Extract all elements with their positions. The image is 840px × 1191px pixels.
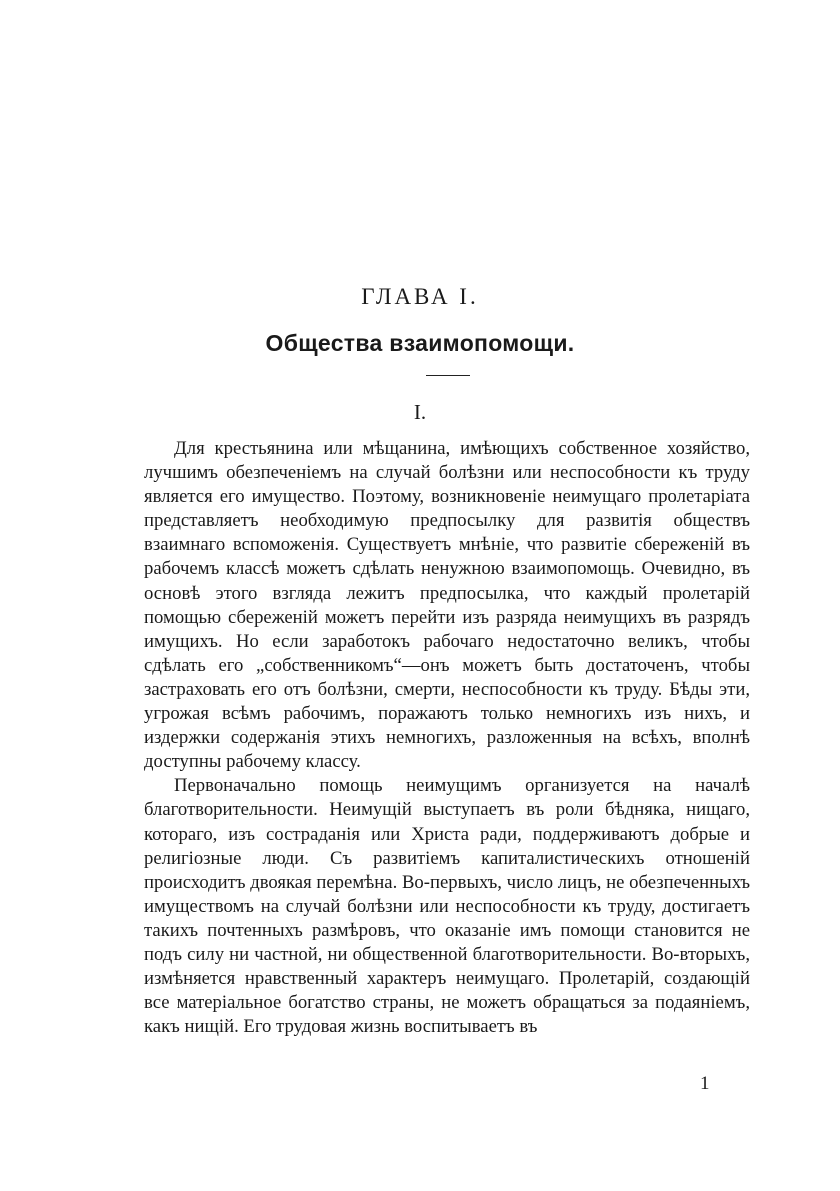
chapter-title: Общества взаимопомощи. (265, 330, 575, 356)
section-number: I. (413, 400, 427, 424)
title-divider (426, 375, 470, 376)
body-text (144, 437, 750, 1039)
chapter-label: ГЛАВА I. (361, 284, 479, 309)
paragraph: Первоначально помощь неимущимъ организуется на началѣ благотворительности. Неимущій выступаетъ въ роли бѣдняка, нищаго, котораго, изъ состраданія или Христа ради, поддерживаютъ добрые и религіозные люди. Съ развитіемъ капиталистическихъ отношеній происходитъ двоякая перемѣна. Во-первыхъ, число лицъ, не обезпеченныхъ имуществомъ на случай болѣзни или неспособности къ труду, достигаетъ такихъ почтенныхъ размѣровъ, что оказаніе имъ помощи становится не подъ силу ни частной, ни общественной благотворительности. Во-вторыхъ, измѣняется нравственный характеръ неимущаго. Пролетарій, создающій все матеріальное богатство страны, не можетъ обращаться за подаяніемъ, какъ нищій. Его трудовая жизнь воспитываетъ въ (144, 775, 750, 1038)
paragraph: Для крестьянина или мѣщанина, имѣющихъ собственное хозяйство, лучшимъ обезпеченіемъ на случай болѣзни или неспособности къ труду является его имущество. Поэтому, возникновеніе неимущаго пролетаріата представляетъ необходимую предпосылку для развитія обществъ взаимнаго вспоможенія. Существуетъ мнѣніе, что развитіе сбереженій въ рабочемъ классѣ можетъ сдѣлать ненужною взаимопомощь. Очевидно, въ основѣ этого взгляда лежитъ предпосылка, что каждый пролетарій помощью сбереженій можетъ перейти изъ разряда неимущихъ въ разрядъ имущихъ. Но если заработокъ рабочаго недостаточно великъ, чтобы сдѣлать его „собственникомъ“—онъ можетъ быть достаточенъ, чтобы застраховать его отъ болѣзни, смерти, неспособности къ труду. Бѣды эти, угрожая всѣмъ рабочимъ, поражаютъ только немногихъ изъ нихъ, и издержки содержанія этихъ немногихъ, разложенныя на всѣхъ, вполнѣ доступны рабочему классу. (144, 438, 750, 773)
page-number: 1 (700, 1073, 710, 1094)
